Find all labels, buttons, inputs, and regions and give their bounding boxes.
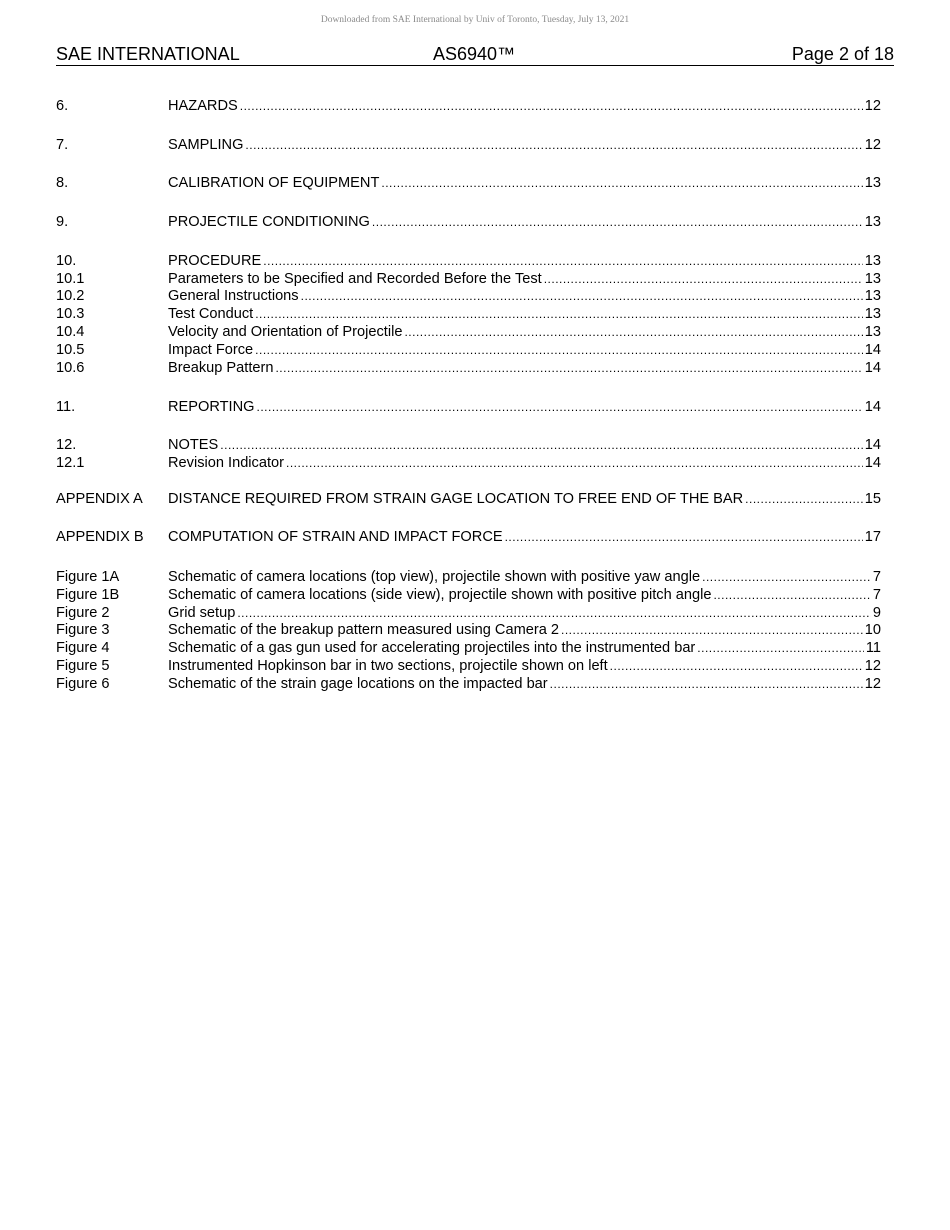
toc-entry-title: Schematic of the strain gage locations on the impacted bar <box>168 676 548 692</box>
toc-entry[interactable] <box>56 398 881 416</box>
toc-leader-dots <box>372 213 863 231</box>
toc-entry[interactable] <box>56 136 881 154</box>
toc-entry-page: 12 <box>864 676 881 692</box>
toc-entry-title: Parameters to be Specified and Recorded Before the Test <box>168 271 542 287</box>
toc-entry-page: 15 <box>864 491 881 507</box>
toc-entry-title: Revision Indicator <box>168 455 284 471</box>
toc-leader-dots <box>381 174 862 192</box>
toc-entry-title: Schematic of a gas gun used for accelerating projectiles into the instrumented bar <box>168 640 696 656</box>
toc-entry-title: REPORTING <box>168 399 255 415</box>
toc-entry[interactable] <box>56 359 881 377</box>
toc-leader-dots <box>257 398 863 416</box>
toc-entry-title: CALIBRATION OF EQUIPMENT <box>168 175 380 191</box>
toc-leader-dots <box>220 436 862 454</box>
toc-leader-dots <box>713 586 870 604</box>
toc-entry-title: Impact Force <box>168 342 254 358</box>
toc-entry-title: NOTES <box>168 437 219 453</box>
toc-entry-number: 10.4 <box>56 324 85 340</box>
toc-leader-dots <box>237 604 871 622</box>
toc-entry-number: 10.3 <box>56 306 85 322</box>
toc-entry-page: 13 <box>864 288 881 304</box>
toc-entry-page: 14 <box>864 455 881 471</box>
toc-entry[interactable] <box>56 323 881 341</box>
toc-entry-title: Instrumented Hopkinson bar in two sections, projectile shown on left <box>168 658 608 674</box>
toc-leader-dots <box>255 305 863 323</box>
toc-leader-dots <box>240 97 863 115</box>
organization-name: SAE INTERNATIONAL <box>56 44 240 64</box>
toc-entry-number: Figure 1A <box>56 569 120 585</box>
toc-entry-page: 14 <box>864 342 881 358</box>
toc-entry-page: 12 <box>864 658 881 674</box>
toc-entry-page: 7 <box>872 569 881 585</box>
toc-entry-number: Figure 6 <box>56 676 110 692</box>
toc-entry[interactable] <box>56 454 881 472</box>
toc-leader-dots <box>286 454 863 472</box>
toc-entry-number: 10.6 <box>56 360 85 376</box>
toc-entry-page: 12 <box>864 98 881 114</box>
toc-entry-number: Figure 5 <box>56 658 110 674</box>
toc-leader-dots <box>697 639 864 657</box>
toc-entry-title: HAZARDS <box>168 98 238 114</box>
toc-entry-number: 12.1 <box>56 455 85 471</box>
toc-entry-page: 13 <box>864 214 881 230</box>
toc-leader-dots <box>561 621 863 639</box>
toc-entry-title: PROCEDURE <box>168 253 262 269</box>
toc-entry-page: 13 <box>864 253 881 269</box>
toc-entry-page: 11 <box>865 640 881 656</box>
toc-entry[interactable] <box>56 174 881 192</box>
toc-entry[interactable] <box>56 568 881 586</box>
toc-entry[interactable] <box>56 657 881 675</box>
toc-entry-title: Grid setup <box>168 605 236 621</box>
toc-leader-dots <box>245 136 862 154</box>
toc-entry-number: 10. <box>56 253 77 269</box>
toc-entry-page: 7 <box>872 587 881 603</box>
page-number: Page 2 of 18 <box>791 44 894 64</box>
toc-entry-title: Velocity and Orientation of Projectile <box>168 324 403 340</box>
toc-leader-dots <box>505 528 863 546</box>
toc-entry-number: 8. <box>56 175 69 191</box>
download-watermark: Downloaded from SAE International by Univ of Toronto, Tuesday, July 13, 2021 <box>320 15 630 25</box>
toc-leader-dots <box>404 323 862 341</box>
toc-leader-dots <box>610 657 863 675</box>
toc-entry-number: 6. <box>56 98 69 114</box>
toc-entry-number: Figure 1B <box>56 587 120 603</box>
toc-entry-page: 12 <box>864 137 881 153</box>
toc-entry-number: 10.2 <box>56 288 85 304</box>
toc-leader-dots <box>702 568 871 586</box>
toc-entry-number: Figure 4 <box>56 640 110 656</box>
toc-entry-page: 17 <box>864 529 881 545</box>
toc-leader-dots <box>550 675 863 693</box>
toc-entry[interactable] <box>56 528 881 546</box>
toc-entry-number: 7. <box>56 137 69 153</box>
toc-entry[interactable] <box>56 621 881 639</box>
toc-entry-number: 10.5 <box>56 342 85 358</box>
toc-entry-title: COMPUTATION OF STRAIN AND IMPACT FORCE <box>168 529 503 545</box>
toc-entry-title: PROJECTILE CONDITIONING <box>168 214 370 230</box>
toc-entry[interactable] <box>56 436 881 454</box>
toc-entry[interactable] <box>56 287 881 305</box>
toc-leader-dots <box>745 490 863 508</box>
toc-entry-page: 10 <box>864 622 881 638</box>
toc-entry-number: Figure 3 <box>56 622 110 638</box>
toc-entry-title: General Instructions <box>168 288 299 304</box>
page-header <box>56 43 894 66</box>
toc-entry-number: APPENDIX B <box>56 529 144 545</box>
toc-entry-title: Schematic of camera locations (top view), projectile shown with positive yaw angle <box>168 569 701 585</box>
toc-entry-page: 14 <box>864 437 881 453</box>
toc-entry[interactable] <box>56 586 881 604</box>
toc-entry[interactable] <box>56 270 881 288</box>
toc-leader-dots <box>275 359 862 377</box>
toc-entry-page: 14 <box>864 399 881 415</box>
toc-entry-page: 13 <box>864 306 881 322</box>
toc-leader-dots <box>255 341 863 359</box>
toc-entry-title: Schematic of camera locations (side view), projectile shown with positive pitch angle <box>168 587 712 603</box>
toc-entry[interactable] <box>56 639 881 657</box>
toc-entry[interactable] <box>56 305 881 323</box>
toc-entry-number: Figure 2 <box>56 605 110 621</box>
toc-entry-title: SAMPLING <box>168 137 244 153</box>
toc-entry-title: Breakup Pattern <box>168 360 274 376</box>
toc-entry-number: 11. <box>56 399 76 415</box>
toc-entry[interactable] <box>56 341 881 359</box>
toc-entry-page: 14 <box>864 360 881 376</box>
toc-leader-dots <box>263 252 863 270</box>
toc-leader-dots <box>301 287 863 305</box>
toc-entry-page: 13 <box>864 175 881 191</box>
toc-entry-number: 12. <box>56 437 77 453</box>
toc-entry-title: DISTANCE REQUIRED FROM STRAIN GAGE LOCATION TO FREE END OF THE BAR <box>168 491 744 507</box>
toc-entry[interactable] <box>56 675 881 693</box>
toc-entry-page: 13 <box>864 324 881 340</box>
toc-entry[interactable] <box>56 252 881 270</box>
toc-entry[interactable] <box>56 490 881 508</box>
toc-entry[interactable] <box>56 97 881 115</box>
toc-entry-number: 9. <box>56 214 69 230</box>
toc-entry-title: Test Conduct <box>168 306 254 322</box>
toc-entry[interactable] <box>56 213 881 231</box>
toc-entry-number: APPENDIX A <box>56 491 143 507</box>
toc-leader-dots <box>544 270 863 288</box>
toc-entry-number: 10.1 <box>56 271 85 287</box>
document-number: AS6940™ <box>433 44 516 64</box>
toc-entry-page: 9 <box>872 605 881 621</box>
toc-entry-page: 13 <box>864 271 881 287</box>
toc-entry-title: Schematic of the breakup pattern measured using Camera 2 <box>168 622 560 638</box>
toc-entry[interactable] <box>56 604 881 622</box>
